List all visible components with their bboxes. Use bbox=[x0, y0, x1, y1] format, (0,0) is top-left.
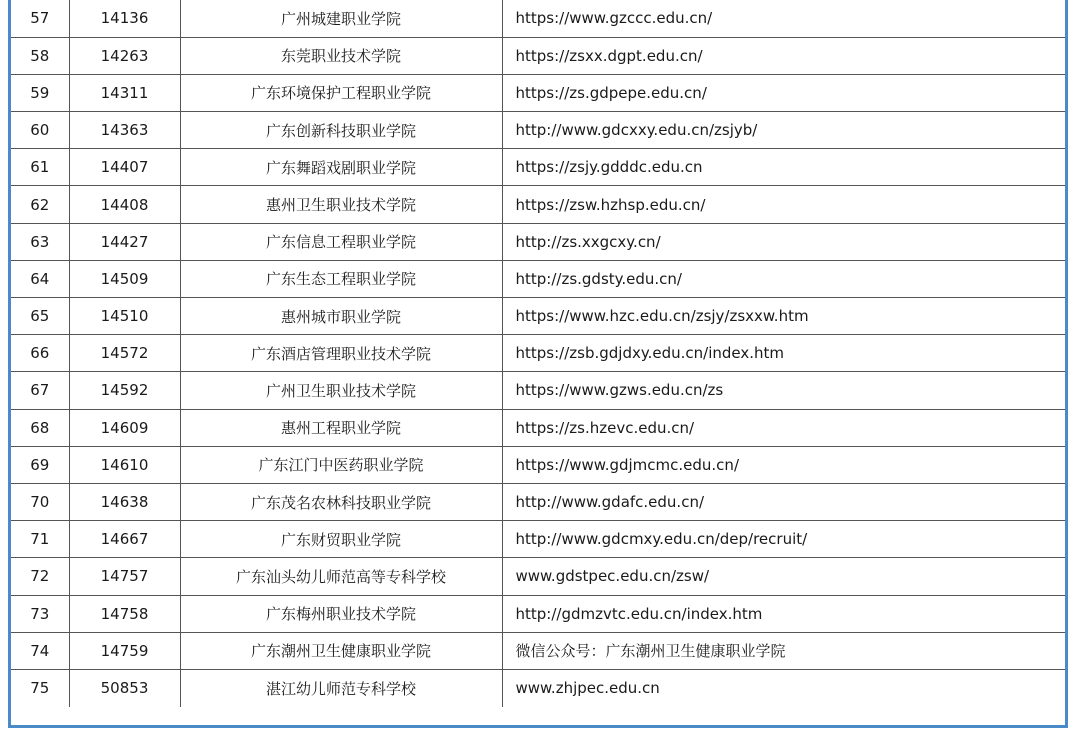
school-name: 广东信息工程职业学院 bbox=[180, 223, 502, 260]
school-url: http://www.gdafc.edu.cn/ bbox=[502, 483, 1065, 520]
row-number: 70 bbox=[11, 483, 69, 520]
school-url: https://zsxx.dgpt.edu.cn/ bbox=[502, 37, 1065, 74]
table-row bbox=[11, 595, 1065, 632]
school-name: 广东梅州职业技术学院 bbox=[180, 595, 502, 632]
school-code: 14592 bbox=[69, 372, 180, 409]
table-row bbox=[11, 446, 1065, 483]
table-row bbox=[11, 0, 1065, 37]
school-code: 14408 bbox=[69, 186, 180, 223]
row-number: 73 bbox=[11, 595, 69, 632]
row-number: 71 bbox=[11, 521, 69, 558]
row-number: 63 bbox=[11, 223, 69, 260]
school-code: 14510 bbox=[69, 298, 180, 335]
school-url: http://gdmzvtc.edu.cn/index.htm bbox=[502, 595, 1065, 632]
row-number: 68 bbox=[11, 409, 69, 446]
school-url: https://www.hzc.edu.cn/zsjy/zsxxw.htm bbox=[502, 298, 1065, 335]
school-name: 广东潮州卫生健康职业学院 bbox=[180, 632, 502, 669]
school-url: https://zs.hzevc.edu.cn/ bbox=[502, 409, 1065, 446]
school-name: 东莞职业技术学院 bbox=[180, 37, 502, 74]
school-name: 广东创新科技职业学院 bbox=[180, 112, 502, 149]
table-row bbox=[11, 186, 1065, 223]
school-code: 14311 bbox=[69, 74, 180, 111]
school-code: 14263 bbox=[69, 37, 180, 74]
school-url: https://www.gdjmcmc.edu.cn/ bbox=[502, 446, 1065, 483]
college-table bbox=[11, 0, 1065, 707]
school-url: http://www.gdcmxy.edu.cn/dep/recruit/ bbox=[502, 521, 1065, 558]
school-name: 广东江门中医药职业学院 bbox=[180, 446, 502, 483]
school-name: 广东汕头幼儿师范高等专科学校 bbox=[180, 558, 502, 595]
school-code: 14610 bbox=[69, 446, 180, 483]
table-row bbox=[11, 372, 1065, 409]
school-url: 微信公众号：广东潮州卫生健康职业学院 bbox=[502, 632, 1065, 669]
school-name: 广州卫生职业技术学院 bbox=[180, 372, 502, 409]
school-code: 14407 bbox=[69, 149, 180, 186]
table-row bbox=[11, 260, 1065, 297]
table-row bbox=[11, 223, 1065, 260]
school-name: 广东环境保护工程职业学院 bbox=[180, 74, 502, 111]
school-url: http://zs.gdsty.edu.cn/ bbox=[502, 260, 1065, 297]
row-number: 65 bbox=[11, 298, 69, 335]
school-name: 广东生态工程职业学院 bbox=[180, 260, 502, 297]
school-code: 50853 bbox=[69, 669, 180, 706]
school-code: 14136 bbox=[69, 0, 180, 37]
row-number: 67 bbox=[11, 372, 69, 409]
school-name: 广东酒店管理职业技术学院 bbox=[180, 335, 502, 372]
table-row bbox=[11, 483, 1065, 520]
school-code: 14638 bbox=[69, 483, 180, 520]
table-row bbox=[11, 558, 1065, 595]
row-number: 58 bbox=[11, 37, 69, 74]
table-frame bbox=[8, 0, 1068, 728]
school-url: https://www.gzws.edu.cn/zs bbox=[502, 372, 1065, 409]
table-row bbox=[11, 632, 1065, 669]
school-url: https://zsjy.gdddc.edu.cn bbox=[502, 149, 1065, 186]
row-number: 61 bbox=[11, 149, 69, 186]
school-name: 惠州工程职业学院 bbox=[180, 409, 502, 446]
table-row bbox=[11, 409, 1065, 446]
table-row bbox=[11, 298, 1065, 335]
school-name: 广东财贸职业学院 bbox=[180, 521, 502, 558]
table-row bbox=[11, 521, 1065, 558]
school-code: 14572 bbox=[69, 335, 180, 372]
school-url: https://zs.gdpepe.edu.cn/ bbox=[502, 74, 1065, 111]
school-url: https://zsw.hzhsp.edu.cn/ bbox=[502, 186, 1065, 223]
row-number: 75 bbox=[11, 669, 69, 706]
school-code: 14759 bbox=[69, 632, 180, 669]
school-url: http://zs.xxgcxy.cn/ bbox=[502, 223, 1065, 260]
school-code: 14609 bbox=[69, 409, 180, 446]
table-row bbox=[11, 112, 1065, 149]
table-row bbox=[11, 149, 1065, 186]
school-name: 广州城建职业学院 bbox=[180, 0, 502, 37]
school-code: 14758 bbox=[69, 595, 180, 632]
row-number: 72 bbox=[11, 558, 69, 595]
school-url: https://www.gzccc.edu.cn/ bbox=[502, 0, 1065, 37]
table-row bbox=[11, 37, 1065, 74]
row-number: 69 bbox=[11, 446, 69, 483]
row-number: 59 bbox=[11, 74, 69, 111]
row-number: 62 bbox=[11, 186, 69, 223]
school-url: www.gdstpec.edu.cn/zsw/ bbox=[502, 558, 1065, 595]
row-number: 66 bbox=[11, 335, 69, 372]
school-code: 14427 bbox=[69, 223, 180, 260]
school-name: 惠州卫生职业技术学院 bbox=[180, 186, 502, 223]
school-url: www.zhjpec.edu.cn bbox=[502, 669, 1065, 706]
school-name: 广东茂名农林科技职业学院 bbox=[180, 483, 502, 520]
school-code: 14667 bbox=[69, 521, 180, 558]
school-name: 广东舞蹈戏剧职业学院 bbox=[180, 149, 502, 186]
school-code: 14757 bbox=[69, 558, 180, 595]
table-row bbox=[11, 669, 1065, 706]
school-url: https://zsb.gdjdxy.edu.cn/index.htm bbox=[502, 335, 1065, 372]
school-code: 14363 bbox=[69, 112, 180, 149]
row-number: 60 bbox=[11, 112, 69, 149]
row-number: 57 bbox=[11, 0, 69, 37]
school-url: http://www.gdcxxy.edu.cn/zsjyb/ bbox=[502, 112, 1065, 149]
school-name: 湛江幼儿师范专科学校 bbox=[180, 669, 502, 706]
row-number: 64 bbox=[11, 260, 69, 297]
table-row bbox=[11, 335, 1065, 372]
table-body bbox=[11, 0, 1065, 707]
school-name: 惠州城市职业学院 bbox=[180, 298, 502, 335]
school-code: 14509 bbox=[69, 260, 180, 297]
row-number: 74 bbox=[11, 632, 69, 669]
table-row bbox=[11, 74, 1065, 111]
